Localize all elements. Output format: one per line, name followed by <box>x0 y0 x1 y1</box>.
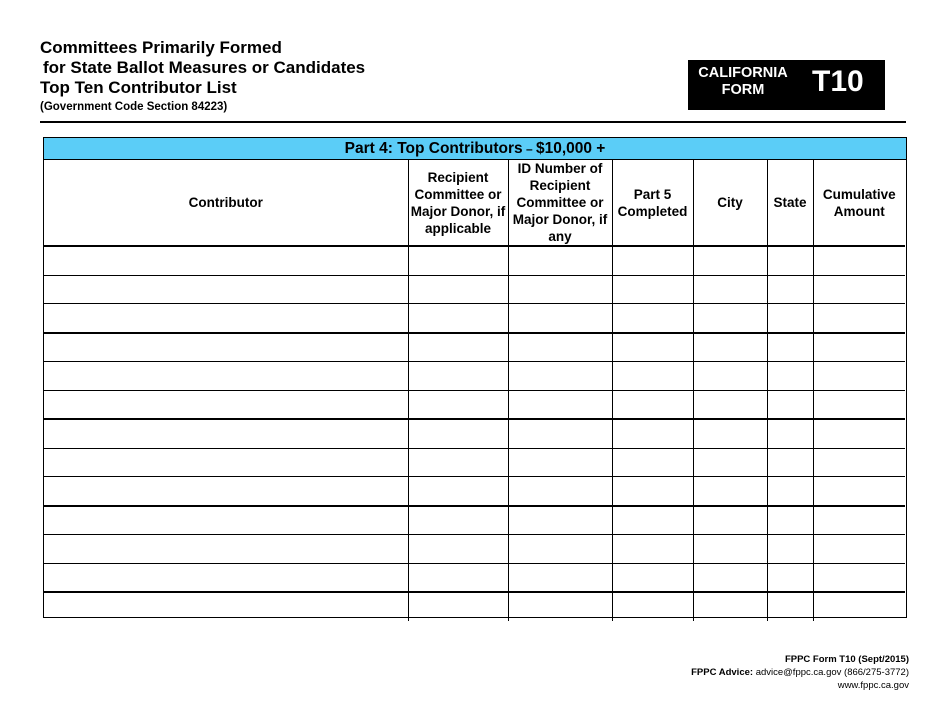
cell-state[interactable] <box>767 477 813 506</box>
badge-label <box>688 65 798 99</box>
table-row <box>44 592 905 621</box>
cell-city[interactable] <box>693 333 767 362</box>
column-header-state: State <box>767 160 813 246</box>
part-4-threshold: $10,000 + <box>535 140 606 157</box>
form-code: T10 <box>812 65 864 98</box>
cell-contributor[interactable] <box>44 390 408 419</box>
part-4-heading <box>44 138 906 160</box>
cell-recipient-committee[interactable] <box>408 304 508 333</box>
contributor-rows <box>44 246 905 621</box>
cell-contributor[interactable] <box>44 592 408 621</box>
cell-recipient-committee[interactable] <box>408 362 508 391</box>
cell-recipient-committee[interactable] <box>408 592 508 621</box>
cell-state[interactable] <box>767 592 813 621</box>
form-title-line-2: for State Ballot Measures or Candidates <box>43 58 366 77</box>
cell-part-5-completed[interactable] <box>612 275 693 304</box>
column-header-cumulative-amount: Cumulative Amount <box>813 160 905 246</box>
cell-recipient-committee[interactable] <box>408 477 508 506</box>
cell-id-number[interactable] <box>508 506 612 535</box>
cell-id-number[interactable] <box>508 275 612 304</box>
cell-state[interactable] <box>767 304 813 333</box>
cell-part-5-completed[interactable] <box>612 390 693 419</box>
cell-id-number[interactable] <box>508 333 612 362</box>
table-row <box>44 275 905 304</box>
cell-recipient-committee[interactable] <box>408 275 508 304</box>
form-id-label: FPPC Form T10 (Sept/2015) <box>784 654 909 665</box>
header-divider <box>40 121 906 123</box>
cell-city[interactable] <box>693 506 767 535</box>
top-contributors-table <box>44 160 905 621</box>
cell-id-number[interactable] <box>508 563 612 592</box>
cell-part-5-completed[interactable] <box>612 419 693 448</box>
part-4-dash: – <box>522 142 536 156</box>
cell-cumulative-amount[interactable] <box>813 333 905 362</box>
table-row <box>44 362 905 391</box>
cell-contributor[interactable] <box>44 477 408 506</box>
cell-part-5-completed[interactable] <box>612 304 693 333</box>
cell-part-5-completed[interactable] <box>612 246 693 275</box>
cell-id-number[interactable] <box>508 390 612 419</box>
cell-contributor[interactable] <box>44 304 408 333</box>
cell-contributor[interactable] <box>44 419 408 448</box>
cell-part-5-completed[interactable] <box>612 362 693 391</box>
cell-city[interactable] <box>693 362 767 391</box>
cell-contributor[interactable] <box>44 563 408 592</box>
cell-id-number[interactable] <box>508 448 612 477</box>
cell-state[interactable] <box>767 275 813 304</box>
cell-contributor[interactable] <box>44 275 408 304</box>
cell-city[interactable] <box>693 275 767 304</box>
cell-recipient-committee[interactable] <box>408 246 508 275</box>
cell-part-5-completed[interactable] <box>612 477 693 506</box>
cell-cumulative-amount[interactable] <box>813 246 905 275</box>
cell-city[interactable] <box>693 419 767 448</box>
cell-recipient-committee[interactable] <box>408 506 508 535</box>
column-header-city: City <box>693 160 767 246</box>
column-header-recipient-committee: Recipient Committee or Major Donor, if applicable <box>408 160 508 246</box>
fppc-advice-label: FPPC Advice: <box>691 667 754 678</box>
cell-id-number[interactable] <box>508 419 612 448</box>
cell-city[interactable] <box>693 448 767 477</box>
cell-city[interactable] <box>693 246 767 275</box>
cell-part-5-completed[interactable] <box>612 333 693 362</box>
cell-state[interactable] <box>767 448 813 477</box>
cell-contributor[interactable] <box>44 333 408 362</box>
cell-city[interactable] <box>693 390 767 419</box>
form-title-line-3: Top Ten Contributor List <box>40 78 237 97</box>
cell-part-5-completed[interactable] <box>612 563 693 592</box>
cell-contributor[interactable] <box>44 506 408 535</box>
table-row <box>44 419 905 448</box>
fppc-advice-contact: advice@fppc.ca.gov (866/275-3772) <box>753 667 909 678</box>
cell-recipient-committee[interactable] <box>408 535 508 564</box>
form-footer <box>691 653 909 692</box>
part-4-title: Part 4: Top Contributors <box>344 140 523 157</box>
cell-cumulative-amount[interactable] <box>813 563 905 592</box>
cell-state[interactable] <box>767 419 813 448</box>
government-code-reference: (Government Code Section 84223) <box>40 101 228 113</box>
cell-cumulative-amount[interactable] <box>813 390 905 419</box>
cell-part-5-completed[interactable] <box>612 535 693 564</box>
table-header-row <box>44 160 905 246</box>
badge-label-form: FORM <box>721 82 765 98</box>
column-header-part-5-completed: Part 5 Completed <box>612 160 693 246</box>
cell-state[interactable] <box>767 333 813 362</box>
cell-cumulative-amount[interactable] <box>813 506 905 535</box>
table-row <box>44 390 905 419</box>
cell-state[interactable] <box>767 563 813 592</box>
cell-state[interactable] <box>767 506 813 535</box>
cell-contributor[interactable] <box>44 362 408 391</box>
table-row <box>44 333 905 362</box>
cell-cumulative-amount[interactable] <box>813 362 905 391</box>
california-form-badge <box>688 60 885 110</box>
form-title-line-1: Committees Primarily Formed <box>40 38 282 57</box>
cell-recipient-committee[interactable] <box>408 333 508 362</box>
table-row <box>44 506 905 535</box>
cell-recipient-committee[interactable] <box>408 563 508 592</box>
cell-city[interactable] <box>693 535 767 564</box>
table-row <box>44 535 905 564</box>
cell-cumulative-amount[interactable] <box>813 477 905 506</box>
table-row <box>44 477 905 506</box>
cell-id-number[interactable] <box>508 362 612 391</box>
table-row <box>44 304 905 333</box>
cell-state[interactable] <box>767 246 813 275</box>
cell-cumulative-amount[interactable] <box>813 592 905 621</box>
cell-recipient-committee[interactable] <box>408 390 508 419</box>
cell-id-number[interactable] <box>508 246 612 275</box>
cell-part-5-completed[interactable] <box>612 592 693 621</box>
badge-label-california: CALIFORNIA <box>698 65 788 81</box>
form-title-block <box>40 38 365 115</box>
cell-part-5-completed[interactable] <box>612 448 693 477</box>
cell-state[interactable] <box>767 390 813 419</box>
column-header-id-number: ID Number of Recipient Committee or Major Donor, if any <box>508 160 612 246</box>
cell-id-number[interactable] <box>508 535 612 564</box>
cell-id-number[interactable] <box>508 477 612 506</box>
cell-city[interactable] <box>693 477 767 506</box>
fppc-advice-line <box>691 666 909 679</box>
cell-cumulative-amount[interactable] <box>813 275 905 304</box>
fppc-website: www.fppc.ca.gov <box>837 680 909 691</box>
cell-city[interactable] <box>693 563 767 592</box>
cell-id-number[interactable] <box>508 592 612 621</box>
cell-part-5-completed[interactable] <box>612 506 693 535</box>
cell-city[interactable] <box>693 592 767 621</box>
column-header-contributor: Contributor <box>44 160 408 246</box>
cell-recipient-committee[interactable] <box>408 448 508 477</box>
table-row <box>44 448 905 477</box>
cell-recipient-committee[interactable] <box>408 419 508 448</box>
cell-cumulative-amount[interactable] <box>813 304 905 333</box>
cell-cumulative-amount[interactable] <box>813 535 905 564</box>
contributor-table-frame <box>43 137 907 618</box>
table-row <box>44 246 905 275</box>
cell-state[interactable] <box>767 362 813 391</box>
cell-contributor[interactable] <box>44 246 408 275</box>
cell-contributor[interactable] <box>44 448 408 477</box>
table-row <box>44 563 905 592</box>
cell-id-number[interactable] <box>508 304 612 333</box>
cell-cumulative-amount[interactable] <box>813 419 905 448</box>
cell-state[interactable] <box>767 535 813 564</box>
cell-city[interactable] <box>693 304 767 333</box>
cell-cumulative-amount[interactable] <box>813 448 905 477</box>
cell-contributor[interactable] <box>44 535 408 564</box>
